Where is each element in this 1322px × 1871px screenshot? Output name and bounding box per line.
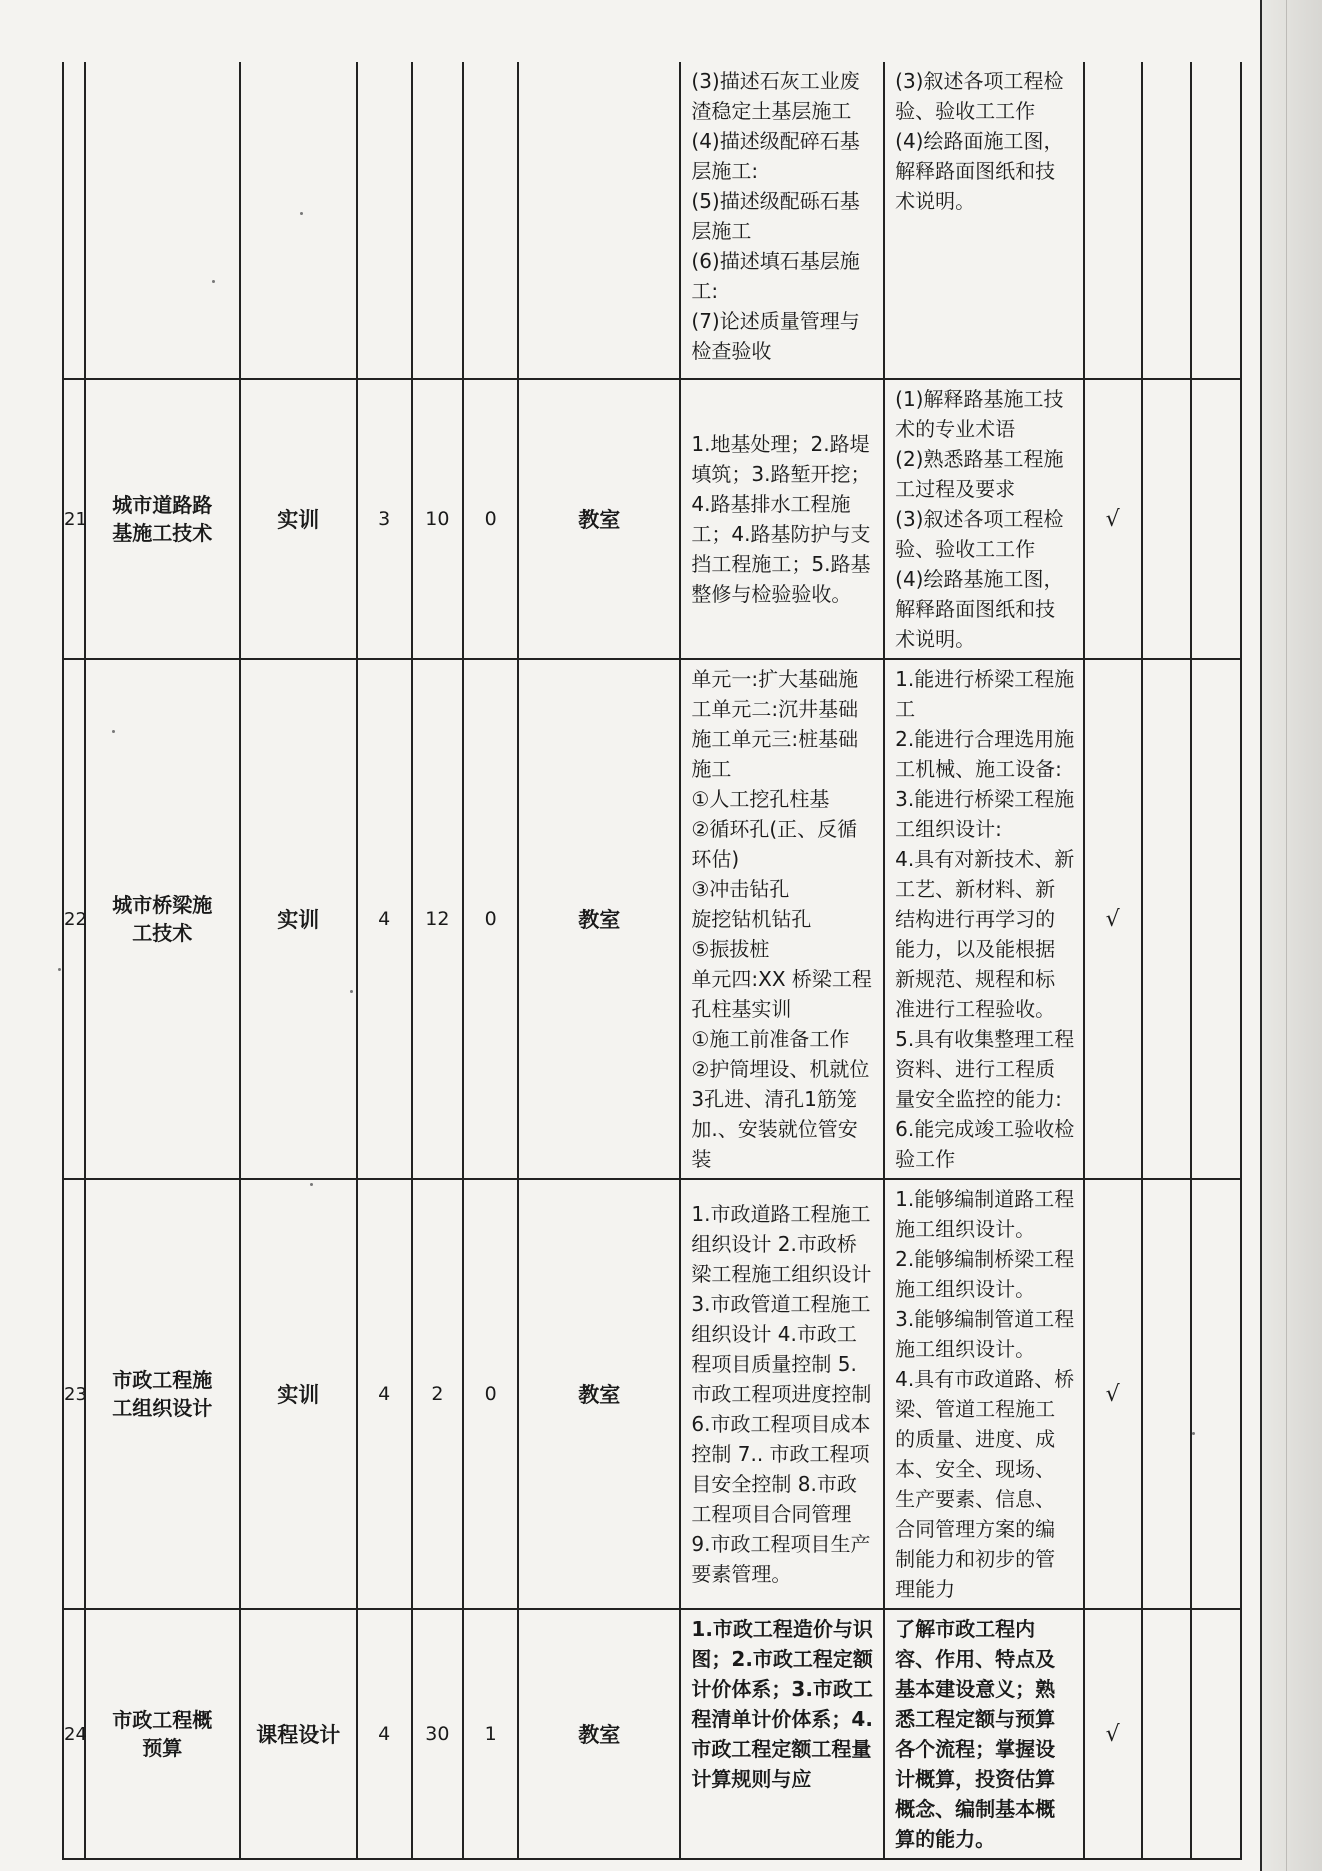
credits: 0 (463, 379, 518, 659)
empty-cell (1191, 379, 1241, 659)
goal-line: (2)熟悉路基工程施工过程及要求 (895, 447, 1064, 501)
content-line: ①施工前准备工作 (691, 1027, 850, 1051)
content-line: ①人工挖孔柱基 (691, 787, 830, 811)
goal-line: 1.能进行桥梁工程施工 (895, 667, 1075, 721)
table-row (63, 1609, 1241, 1859)
credits: 1 (463, 1609, 518, 1859)
scan-speck (58, 968, 61, 971)
weeks (412, 62, 464, 379)
weeks: 12 (412, 659, 464, 1179)
course-name: 市政工程概预算 (85, 1609, 240, 1859)
table-row (63, 62, 1241, 379)
content-line: ⑤振拔桩 (691, 937, 770, 961)
goal-line: 4.具有市政道路、桥梁、管道工程施工的质量、进度、成本、安全、现场、生产要素、信息、合同管理方案的编制能力和初步的管理能力 (895, 1367, 1075, 1601)
empty-cell (1142, 62, 1192, 379)
goal-line: (1)解释路基施工技术的专业术语 (895, 387, 1064, 441)
content-line: 旋挖钻机钻孔 (691, 907, 812, 931)
semester: 4 (357, 1609, 412, 1859)
content-line: (3)描述石灰工业废渣稳定土基层施工 (691, 69, 860, 123)
content-cell (680, 62, 884, 379)
semester: 4 (357, 1179, 412, 1609)
content-cell (680, 659, 884, 1179)
content-line: (6)描述填石基层施工: (691, 249, 860, 303)
row-number (63, 62, 85, 379)
goal-line: 6.能完成竣工验收检验工作 (895, 1117, 1075, 1171)
content-cell (680, 1179, 884, 1609)
location: 教室 (518, 379, 680, 659)
scan-speck (1192, 1432, 1195, 1435)
page-edge-shadow (1260, 0, 1322, 1871)
goal-line: (4)绘路面施工图，解释路面图纸和技术说明。 (895, 129, 1064, 213)
goal-line: 3.能进行桥梁工程施工组织设计: (895, 787, 1075, 841)
empty-cell (1191, 1179, 1241, 1609)
content-line: ③冲击钻孔 (691, 877, 790, 901)
location: 教室 (518, 659, 680, 1179)
course-type (240, 62, 357, 379)
empty-cell (1142, 379, 1192, 659)
location: 教室 (518, 1179, 680, 1609)
table-row (63, 1179, 1241, 1609)
check-mark: √ (1084, 659, 1142, 1179)
goal-line: (4)绘路基施工图，解释路面图纸和技术说明。 (895, 567, 1064, 651)
row-number: 24 (63, 1609, 85, 1859)
goal-line: 5.具有收集整理工程资料、进行工程质量安全监控的能力: (895, 1027, 1075, 1111)
weeks: 10 (412, 379, 464, 659)
row-number: 22 (63, 659, 85, 1179)
course-type: 课程设计 (240, 1609, 357, 1859)
goal-cell (884, 1179, 1084, 1609)
check-mark: √ (1084, 379, 1142, 659)
course-name (85, 62, 240, 379)
semester (357, 62, 412, 379)
content-line: 单元四:XX 桥梁工程孔柱基实训 (691, 967, 872, 1021)
content-line: (5)描述级配砾石基层施工 (691, 189, 860, 243)
empty-cell (1191, 659, 1241, 1179)
credits: 0 (463, 659, 518, 1179)
check-mark (1084, 62, 1142, 379)
empty-cell (1191, 62, 1241, 379)
scan-speck (112, 730, 115, 733)
course-type: 实训 (240, 1179, 357, 1609)
content-cell (680, 1609, 884, 1859)
goal-line: 3.能够编制管道工程施工组织设计。 (895, 1307, 1075, 1361)
content-line: (7)论述质量管理与检查验收 (691, 309, 860, 363)
empty-cell (1142, 1179, 1192, 1609)
row-number: 21 (63, 379, 85, 659)
goal-line: 1.能够编制道路工程施工组织设计。 (895, 1187, 1075, 1241)
weeks: 2 (412, 1179, 464, 1609)
weeks: 30 (412, 1609, 464, 1859)
scan-speck (310, 1183, 313, 1186)
content-line: (4)描述级配碎石基层施工: (691, 129, 860, 183)
goal-line: 2.能进行合理选用施工机械、施工设备: (895, 727, 1075, 781)
content-line: 1.地基处理；2.路堤填筑；3.路堑开挖；4.路基排水工程施工；4.路基防护与支挡工程施工；5.路基整修与检验验收。 (691, 432, 871, 606)
semester: 3 (357, 379, 412, 659)
scan-speck (212, 280, 215, 283)
row-number: 23 (63, 1179, 85, 1609)
goal-cell (884, 62, 1084, 379)
table-row (63, 659, 1241, 1179)
content-line: 1.市政工程造价与识图；2.市政工程定额计价体系；3.市政工程清单计价体系；4.市政工程定额工程量计算规则与应 (691, 1617, 873, 1791)
credits: 0 (463, 1179, 518, 1609)
location: 教室 (518, 1609, 680, 1859)
goal-line: 了解市政工程内容、作用、特点及基本建设意义；熟悉工程定额与预算各个流程；掌握设计概算，投资估算概念、编制基本概算的能力。 (895, 1617, 1056, 1851)
course-type: 实训 (240, 379, 357, 659)
goal-line: (3)叙述各项工程检验、验收工工作 (895, 69, 1064, 123)
scan-speck (350, 990, 353, 993)
course-name: 市政工程施工组织设计 (85, 1179, 240, 1609)
content-line: ②循环孔(正、反循环估) (691, 817, 858, 871)
course-name: 城市道路路基施工技术 (85, 379, 240, 659)
table-row (63, 379, 1241, 659)
scan-speck (300, 212, 303, 215)
goal-cell (884, 659, 1084, 1179)
course-type: 实训 (240, 659, 357, 1179)
content-cell (680, 379, 884, 659)
goal-cell (884, 379, 1084, 659)
empty-cell (1191, 1609, 1241, 1859)
empty-cell (1142, 659, 1192, 1179)
content-line: 1.市政道路工程施工组织设计 2.市政桥梁工程施工组织设计 3.市政管道工程施工组织设计 4.市政工程项目质量控制 5.市政工程项进度控制 6.市政工程项目成本控制 7.. 市政工程项目安全控制 8.市政工程项目合同管理 9.市政工程项目生产要素管理。 (691, 1202, 872, 1586)
goal-line: 2.能够编制桥梁工程施工组织设计。 (895, 1247, 1075, 1301)
goal-cell (884, 1609, 1084, 1859)
course-name: 城市桥梁施工技术 (85, 659, 240, 1179)
semester: 4 (357, 659, 412, 1179)
content-line: 单元一:扩大基础施工单元二:沉井基础施工单元三:桩基础施工 (691, 667, 859, 781)
goal-line: 4.具有对新技术、新工艺、新材料、新结构进行再学习的能力，以及能根据新规范、规程和标准进行工程验收。 (895, 847, 1075, 1021)
check-mark: √ (1084, 1609, 1142, 1859)
location (518, 62, 680, 379)
credits (463, 62, 518, 379)
check-mark: √ (1084, 1179, 1142, 1609)
course-table (62, 62, 1242, 1860)
empty-cell (1142, 1609, 1192, 1859)
goal-line: (3)叙述各项工程检验、验收工工作 (895, 507, 1064, 561)
content-line: ②护筒埋设、机就位3孔进、清孔1筋笼加.、安装就位管安装 (691, 1057, 870, 1171)
